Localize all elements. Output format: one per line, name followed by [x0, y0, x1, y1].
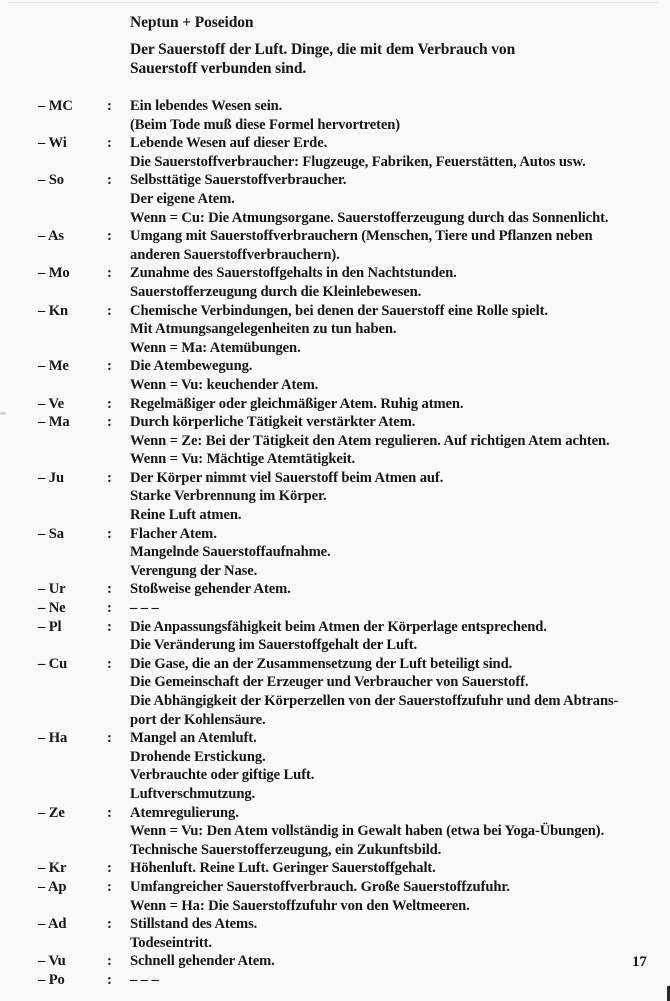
planet-label: – Kn: [38, 302, 69, 319]
planet-label: – Wi: [38, 135, 67, 152]
entry-text-line: Die Anpassungsfähigkeit beim Atmen der Körperlage entsprechend.: [130, 618, 547, 635]
planet-label: – Kr: [38, 860, 67, 877]
entry-text-line: Wenn = Cu: Die Atmungsorgane. Sauerstofferzeugung durch das Sonnenlicht.: [130, 209, 609, 226]
colon-separator: :: [107, 916, 112, 933]
entry-text-line: Reine Luft atmen.: [130, 507, 242, 524]
entry-text-line: – – –: [130, 971, 159, 988]
planet-label: – Ap: [38, 878, 67, 895]
planet-label: – Sa: [38, 525, 64, 542]
entry-text-line: Chemische Verbindungen, bei denen der Sauerstoff eine Rolle spielt.: [130, 302, 548, 319]
entry-text: [130, 859, 670, 878]
planet-label: – So: [38, 172, 64, 189]
entry-text: [130, 878, 670, 915]
entry-text-line: – – –: [130, 600, 159, 617]
list-item: [0, 302, 670, 358]
entry-text-line: Flacher Atem.: [130, 525, 217, 542]
colon-separator: :: [107, 804, 112, 821]
colon-separator: :: [107, 358, 112, 375]
planet-label: – Ze: [38, 804, 65, 821]
planet-label: – Ur: [38, 581, 66, 598]
entry-text-line: Sauerstofferzeugung durch die Kleinlebewesen.: [130, 283, 422, 300]
entry-text-line: Der eigene Atem.: [130, 190, 235, 207]
colon-separator: :: [107, 655, 112, 672]
entry-text-line: Luftverschmutzung.: [130, 785, 256, 802]
entry-text-line: Starke Verbrennung im Körper.: [130, 488, 327, 505]
entry-text-line: Wenn = Vu: Den Atem vollständig in Gewalt haben (etwa bei Yoga-Übungen).: [130, 823, 605, 840]
colon-separator: :: [107, 600, 112, 617]
page-title: Neptun + Poseidon: [130, 14, 254, 31]
planet-label: – MC: [38, 98, 73, 114]
list-item: [0, 915, 670, 952]
list-item: [0, 580, 670, 599]
entry-text-line: Schnell gehender Atem.: [130, 953, 275, 970]
planet-label: – Vu: [38, 953, 66, 970]
entry-text-line: Umfangreicher Sauerstoffverbrauch. Große Sauerstoffzufuhr.: [130, 878, 510, 895]
list-item: [0, 134, 670, 171]
entry-text-line: Der Körper nimmt viel Sauerstoff beim Atmen auf.: [130, 469, 444, 486]
colon-separator: :: [107, 618, 112, 635]
planet-label: – Cu: [38, 655, 68, 672]
entry-text: [130, 952, 670, 971]
planet-label: – Ad: [38, 916, 67, 933]
entry-text-line: Technische Sauerstofferzeugung, ein Zukunftsbild.: [130, 841, 442, 858]
list-item: [0, 729, 670, 803]
colon-separator: :: [107, 302, 112, 319]
list-item: [0, 97, 670, 134]
list-item: [0, 171, 670, 227]
list-item: [0, 804, 670, 860]
list-item: [0, 357, 670, 394]
page-subtitle-line: Sauerstoff verbunden sind.: [130, 59, 307, 77]
entry-text-line: Mit Atmungsangelegenheiten zu tun haben.: [130, 321, 397, 338]
planet-formula-list: [0, 97, 670, 990]
entry-text-line: Die Sauerstoffverbraucher: Flugzeuge, Fabriken, Feuerstätten, Autos usw.: [130, 153, 586, 170]
colon-separator: :: [107, 860, 112, 877]
colon-separator: :: [107, 953, 112, 970]
entry-text-line: Wenn = Ma: Atemübungen.: [130, 339, 301, 356]
colon-separator: :: [107, 878, 112, 895]
entry-text: [130, 227, 670, 264]
entry-text-line: (Beim Tode muß diese Formel hervortreten): [130, 116, 401, 133]
entry-text-line: Wenn = Ze: Bei der Tätigkeit den Atem regulieren. Auf richtigen Atem achten.: [130, 432, 610, 449]
entry-text-line: Mangel an Atemluft.: [130, 730, 257, 747]
entry-text-line: Umgang mit Sauerstoffverbrauchern (Menschen, Tiere und Pflanzen neben: [130, 228, 593, 245]
list-item: [0, 469, 670, 525]
list-item: [0, 859, 670, 878]
entry-text: [130, 357, 670, 394]
colon-separator: :: [107, 228, 112, 245]
entry-text-line: Die Abhängigkeit der Körperzellen von der Sauerstoffzufuhr und dem Abtrans-: [130, 693, 619, 709]
entry-text-line: port der Kohlensäure.: [130, 711, 266, 728]
list-item: [0, 878, 670, 915]
entry-text: [130, 302, 670, 358]
planet-label: – Ju: [38, 469, 64, 486]
entry-text: [130, 97, 670, 134]
list-item: [0, 264, 670, 301]
colon-separator: :: [107, 469, 112, 486]
entry-text: [130, 580, 670, 599]
entry-text-line: Todeseintritt.: [130, 934, 212, 951]
list-item: [0, 525, 670, 581]
entry-text: [130, 804, 670, 860]
entry-text-line: Ein lebendes Wesen sein.: [130, 98, 283, 114]
colon-separator: :: [107, 395, 112, 412]
entry-text: [130, 395, 670, 414]
planet-label: – Mo: [38, 265, 70, 282]
entry-text-line: Mangelnde Sauerstoffaufnahme.: [130, 544, 331, 561]
entry-text: [130, 618, 670, 655]
entry-text-line: Regelmäßiger oder gleichmäßiger Atem. Ruhig atmen.: [130, 395, 464, 412]
entry-text: [130, 525, 670, 581]
colon-separator: :: [107, 414, 112, 431]
entry-text: [130, 655, 670, 729]
entry-text-line: Durch körperliche Tätigkeit verstärkter Atem.: [130, 414, 416, 431]
entry-text-line: Lebende Wesen auf dieser Erde.: [130, 135, 328, 152]
entry-text-line: Drohende Erstickung.: [130, 748, 266, 765]
entry-text-line: Höhenluft. Reine Luft. Geringer Sauerstoffgehalt.: [130, 860, 436, 877]
colon-separator: :: [107, 971, 112, 988]
entry-text-line: Die Veränderung im Sauerstoffgehalt der Luft.: [130, 637, 418, 654]
planet-label: – Ha: [38, 730, 68, 747]
planet-label: – Ma: [38, 414, 70, 431]
planet-label: – As: [38, 228, 64, 245]
colon-separator: :: [107, 135, 112, 152]
entry-text: [130, 171, 670, 227]
list-item: [0, 618, 670, 655]
planet-label: – Pl: [38, 618, 62, 635]
scan-artifact-top-line: [8, 2, 658, 3]
planet-label: – Po: [38, 971, 65, 988]
entry-text-line: Wenn = Vu: keuchender Atem.: [130, 376, 319, 393]
colon-separator: :: [107, 730, 112, 747]
page-subtitle-line: Der Sauerstoff der Luft. Dinge, die mit dem Verbrauch von: [130, 41, 516, 58]
entry-text-line: Atemregulierung.: [130, 804, 239, 821]
page-subtitle: [130, 41, 515, 78]
entry-text-line: Verbrauchte oder giftige Luft.: [130, 767, 315, 784]
planet-label: – Ne: [38, 600, 66, 617]
page-number: 17: [632, 954, 647, 970]
entry-text-line: Die Gase, die an der Zusammensetzung der Luft beteiligt sind.: [130, 655, 513, 672]
colon-separator: :: [107, 172, 112, 189]
entry-text-line: Die Atembewegung.: [130, 358, 253, 375]
list-item: [0, 413, 670, 469]
entry-text: [130, 599, 670, 618]
entry-text-line: Zunahme des Sauerstoffgehalts in den Nachtstunden.: [130, 265, 457, 282]
entry-text: [130, 134, 670, 171]
entry-text-line: Stillstand des Atems.: [130, 916, 258, 933]
entry-text-line: Selbsttätige Sauerstoffverbraucher.: [130, 172, 347, 189]
list-item: [0, 655, 670, 729]
planet-label: – Ve: [38, 395, 64, 412]
list-item: [0, 395, 670, 414]
entry-text-line: Wenn = Ha: Die Sauerstoffzufuhr von den Weltmeeren.: [130, 897, 470, 914]
list-item: [0, 971, 670, 990]
entry-text-line: anderen Sauerstoffverbrauchern).: [130, 246, 340, 263]
list-item: [0, 952, 670, 971]
entry-text: [130, 413, 670, 469]
entry-text-line: Stoßweise gehender Atem.: [130, 581, 291, 598]
list-item: [0, 599, 670, 618]
colon-separator: :: [107, 525, 112, 542]
entry-text: [130, 264, 670, 301]
colon-separator: :: [107, 98, 112, 114]
colon-separator: :: [107, 581, 112, 598]
entry-text: [130, 971, 670, 990]
entry-text-line: Die Gemeinschaft der Erzeuger und Verbraucher von Sauerstoff.: [130, 674, 529, 691]
entry-text: [130, 915, 670, 952]
list-item: [0, 227, 670, 264]
entry-text-line: Verengung der Nase.: [130, 562, 258, 579]
entry-text: [130, 729, 670, 803]
colon-separator: :: [107, 265, 112, 282]
planet-label: – Me: [38, 358, 69, 375]
entry-text-line: Wenn = Vu: Mächtige Atemtätigkeit.: [130, 451, 356, 468]
entry-text: [130, 469, 670, 525]
